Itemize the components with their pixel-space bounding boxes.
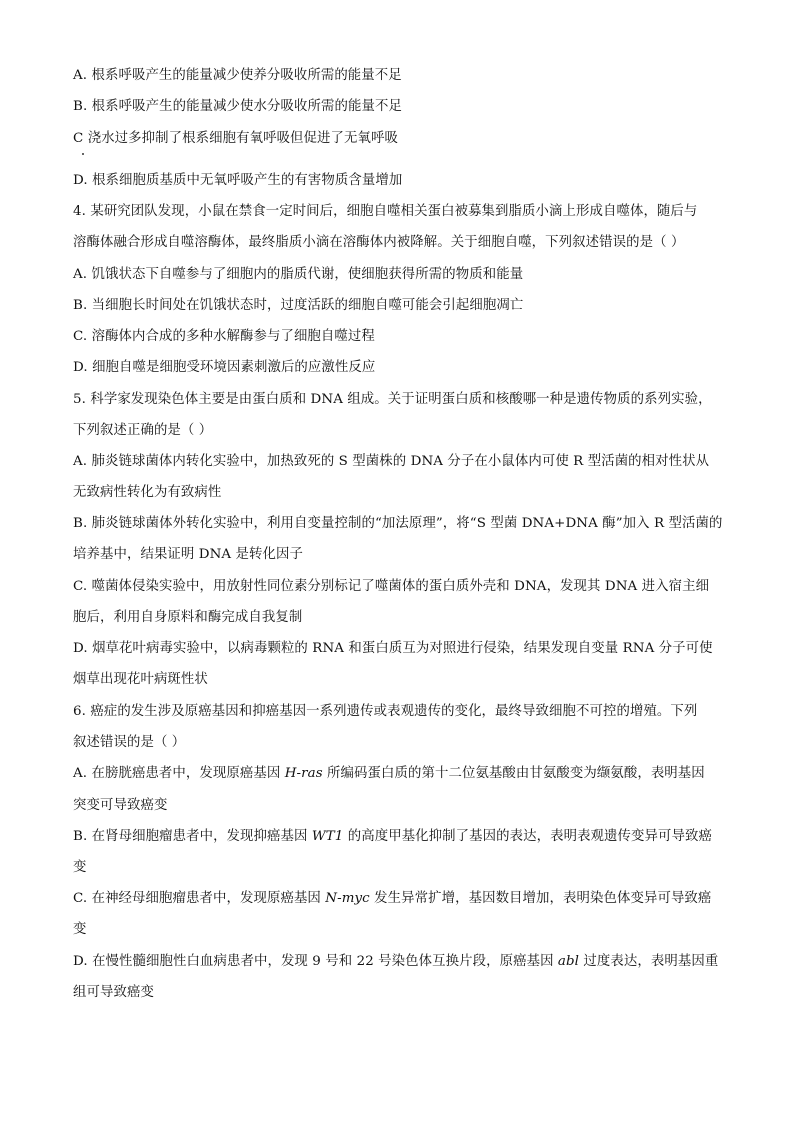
q6-option-b-line-2: 变 <box>73 860 87 875</box>
q5-option-b-line-2: 培养基中，结果证明 DNA 是转化因子 <box>73 547 304 562</box>
q4-option-a: A. 饥饿状态下自噬参与了细胞内的脂质代谢，使细胞获得所需的物质和能量 <box>73 267 524 282</box>
q4-option-d: D. 细胞自噬是细胞受环境因素刺激后的应激性反应 <box>73 360 376 375</box>
q6-option-b-text: B. 在肾母细胞瘤患者中，发现抑癌基因 <box>73 829 312 844</box>
q5-option-c-line-1: C. 噬菌体侵染实验中，用放射性同位素分别标记了噬菌体的蛋白质外壳和 DNA，发现其 DNA 进入宿主细 <box>73 579 710 594</box>
q5-option-d-line-1: D. 烟草花叶病毒实验中，以病毒颗粒的 RNA 和蛋白质互为对照进行侵染，结果发现自变量 RNA 分子可使 <box>73 641 713 656</box>
q6-option-d-text: D. 在慢性髓细胞性白血病患者中，发现 9 号和 22 号染色体互换片段，原癌基因 <box>73 954 558 969</box>
q6-option-a-line-1 <box>73 765 733 783</box>
q6-option-a-line-2: 突变可导致癌变 <box>73 798 168 813</box>
q3-option-d: D. 根系细胞质基质中无氧呼吸产生的有害物质含量增加 <box>73 173 403 188</box>
q4-stem-line-1: 4. 某研究团队发现，小鼠在禁食一定时间后，细胞自噬相关蛋白被募集到脂质小滴上形成自噬体，随后与 <box>73 204 698 219</box>
stray-mark <box>82 153 84 155</box>
q5-option-b-line-1: B. 肺炎链球菌体外转化实验中，利用自变量控制的“加法原理”，将“S 型菌 DNA+DNA 酶”加入 R 型活菌的 <box>73 516 723 531</box>
q5-option-c-line-2: 胞后，利用自身原料和酶完成自我复制 <box>73 610 303 625</box>
q6-option-d-line-2: 组可导致癌变 <box>73 985 154 1000</box>
q5-stem-line-1: 5. 科学家发现染色体主要是由蛋白质和 DNA 组成。关于证明蛋白质和核酸哪一种是遗传物质的系列实验， <box>73 392 712 407</box>
gene-name-abl: abl <box>557 954 580 969</box>
q6-option-c-text: C. 在神经母细胞瘤患者中，发现原癌基因 <box>73 891 326 906</box>
q3-option-a: A. 根系呼吸产生的能量减少使养分吸收所需的能量不足 <box>73 68 402 83</box>
q5-option-d-line-2: 烟草出现花叶病斑性状 <box>73 672 208 687</box>
q5-stem-line-2: 下列叙述正确的是（ ） <box>73 423 213 438</box>
q6-stem-line-1: 6. 癌症的发生涉及原癌基因和抑癌基因一系列遗传或表观遗传的变化，最终导致细胞不可控的增殖。下列 <box>73 704 698 719</box>
q6-option-b-text-cont: 的高度甲基化抑制了基因的表达，表明表观遗传变异可导致癌 <box>343 829 712 844</box>
q5-option-a-line-2: 无致病性转化为有致病性 <box>73 485 222 500</box>
q6-option-c-text-cont: 发生异常扩增，基因数目增加，表明染色体变异可导致癌 <box>369 891 712 906</box>
gene-name-wt1: WT1 <box>311 829 344 844</box>
q4-option-b: B. 当细胞长时间处在饥饿状态时，过度活跃的细胞自噬可能会引起细胞凋亡 <box>73 298 524 313</box>
gene-name-n-myc: N-myc <box>325 891 370 906</box>
q4-stem-line-2: 溶酶体融合形成自噬溶酶体，最终脂质小滴在溶酶体内被降解。关于细胞自噬，下列叙述错误的是（ ） <box>73 235 685 250</box>
q6-stem-line-2: 叙述错误的是（ ） <box>73 735 186 750</box>
q3-option-c: C 浇水过多抑制了根系细胞有氧呼吸但促进了无氧呼吸 <box>73 131 398 146</box>
q6-option-d-text-cont: 过度表达，表明基因重 <box>579 954 719 969</box>
q6-option-a-text-cont: 所编码蛋白质的第十二位氨基酸由甘氨酸变为缬氨酸，表明基因 <box>322 766 705 781</box>
q6-option-c-line-2: 变 <box>73 922 87 937</box>
q6-option-c-line-1 <box>73 890 733 908</box>
q3-option-b: B. 根系呼吸产生的能量减少使水分吸收所需的能量不足 <box>73 99 402 114</box>
q6-option-a-text: A. 在膀胱癌患者中，发现原癌基因 <box>73 766 285 781</box>
q4-option-c: C. 溶酶体内合成的多种水解酶参与了细胞自噬过程 <box>73 329 375 344</box>
q6-option-b-line-1 <box>73 828 733 846</box>
q5-option-a-line-1: A. 肺炎链球菌体内转化实验中，加热致死的 S 型菌株的 DNA 分子在小鼠体内可使 R 型活菌的相对性状从 <box>73 454 710 469</box>
gene-name-h-ras: H-ras <box>284 766 323 781</box>
q6-option-d-line-1 <box>73 953 733 971</box>
